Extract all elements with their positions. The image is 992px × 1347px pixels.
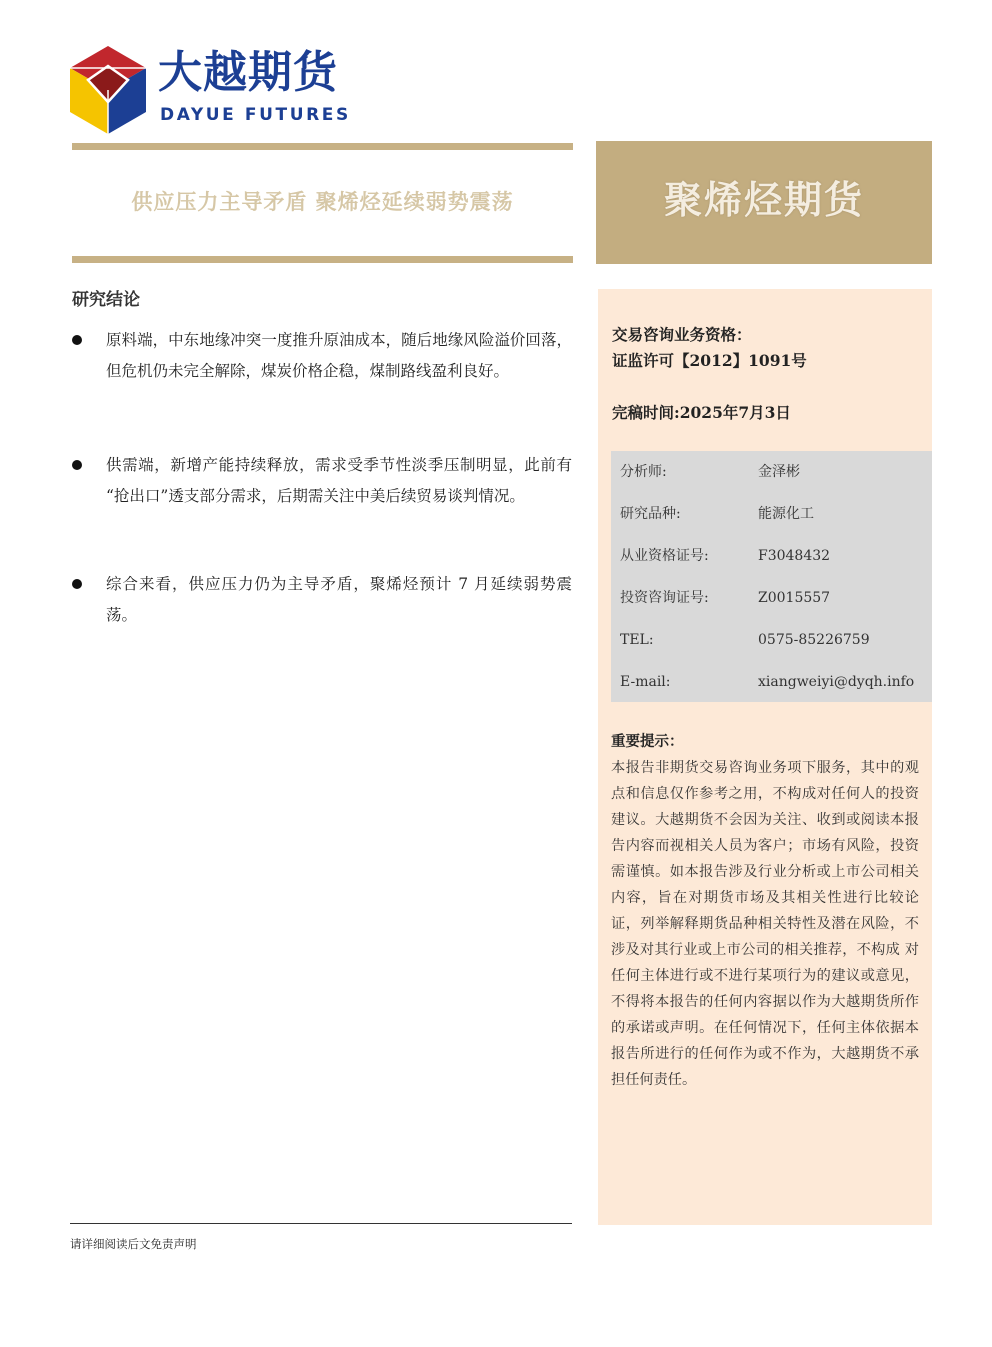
conclusion-bullet: 原料端，中东地缘冲突一度推升原油成本，随后地缘风险溢价回落，但危机仍未完全解除，煤炭价格企稳，煤制路线盈利良好。 [106, 331, 572, 380]
bullet-icon [72, 579, 82, 589]
title-rule-bottom [72, 256, 573, 263]
info-row-analyst [611, 451, 932, 493]
category-label: 聚烯烃期货 [663, 178, 864, 222]
qualification-label: 交易咨询业务资格： [612, 325, 752, 344]
analyst-info-table [611, 451, 932, 702]
info-value: F3048432 [758, 548, 831, 564]
email-link[interactable]: xiangweiyi@dyqh.info [758, 674, 915, 690]
info-row-consulting-number [611, 577, 932, 619]
info-value: 能源化工 [758, 506, 814, 522]
notice-body: 本报告非期货交易咨询业务项下服务，其中的观点和信息仅作参考之用，不构成对任何人的投资建议。大越期货不会因为关注、收到或阅读本报告内容而视相关人员为客户；市场有风险，投资需谨慎。如本报告涉及行业分析或上市公司相关内容，旨在对期货市场及其相关性进行比较论证，列举解释期货品种相关特性及潜在风险，不涉及对其行业或上市公司的相关推荐，不构成 对任何主体进行或不进行某项行为的建议或意见，不得将本报告的任何内容据以作为大越期货所作的承诺或声明。在任何情况下，任何主体依据本报告所进行的任何作为或不作为，大越期货不承担任何责任。 [611, 760, 919, 1088]
info-label: TEL: [620, 632, 654, 648]
info-label: 研究品种: [620, 506, 681, 522]
footer-divider [70, 1223, 572, 1224]
license-number: 证监许可【2012】1091号 [612, 351, 807, 370]
brand-name-cn: 大越期货 [158, 47, 338, 98]
disclaimer-note: 请详细阅读后文免责声明 [70, 1237, 197, 1251]
info-value: 0575-85226759 [758, 632, 870, 648]
info-value: Z0015557 [758, 590, 831, 606]
info-label: E-mail: [620, 674, 671, 690]
info-row-research-variety [611, 493, 932, 535]
conclusion-heading: 研究结论 [72, 290, 140, 310]
conclusion-bullet: 综合来看，供应压力仍为主导矛盾，聚烯烃预计 7 月延续弱势震荡。 [106, 575, 572, 624]
title-rule-top [72, 143, 573, 150]
company-logo-icon [68, 44, 148, 136]
conclusion-bullet: 供需端，新增产能持续释放，需求受季节性淡季压制明显，此前有 “抢出口”透支部分需求，后期需关注中美后续贸易谈判情况。 [106, 456, 572, 505]
report-title: 供应压力主导矛盾 聚烯烃延续弱势震荡 [131, 190, 514, 214]
info-row-tel [611, 619, 932, 661]
info-label: 从业资格证号: [620, 548, 709, 564]
info-label: 分析师: [620, 464, 667, 480]
info-value: 金泽彬 [758, 464, 800, 480]
info-row-qualification-number [611, 535, 932, 577]
notice-heading: 重要提示： [611, 734, 684, 750]
info-label: 投资咨询证号: [620, 590, 709, 606]
bullet-icon [72, 335, 82, 345]
info-row-email [611, 661, 932, 703]
finish-date: 完稿时间:2025年7月3日 [612, 403, 791, 422]
brand-name-en: DAYUE FUTURES [160, 105, 351, 125]
bullet-icon [72, 460, 82, 470]
